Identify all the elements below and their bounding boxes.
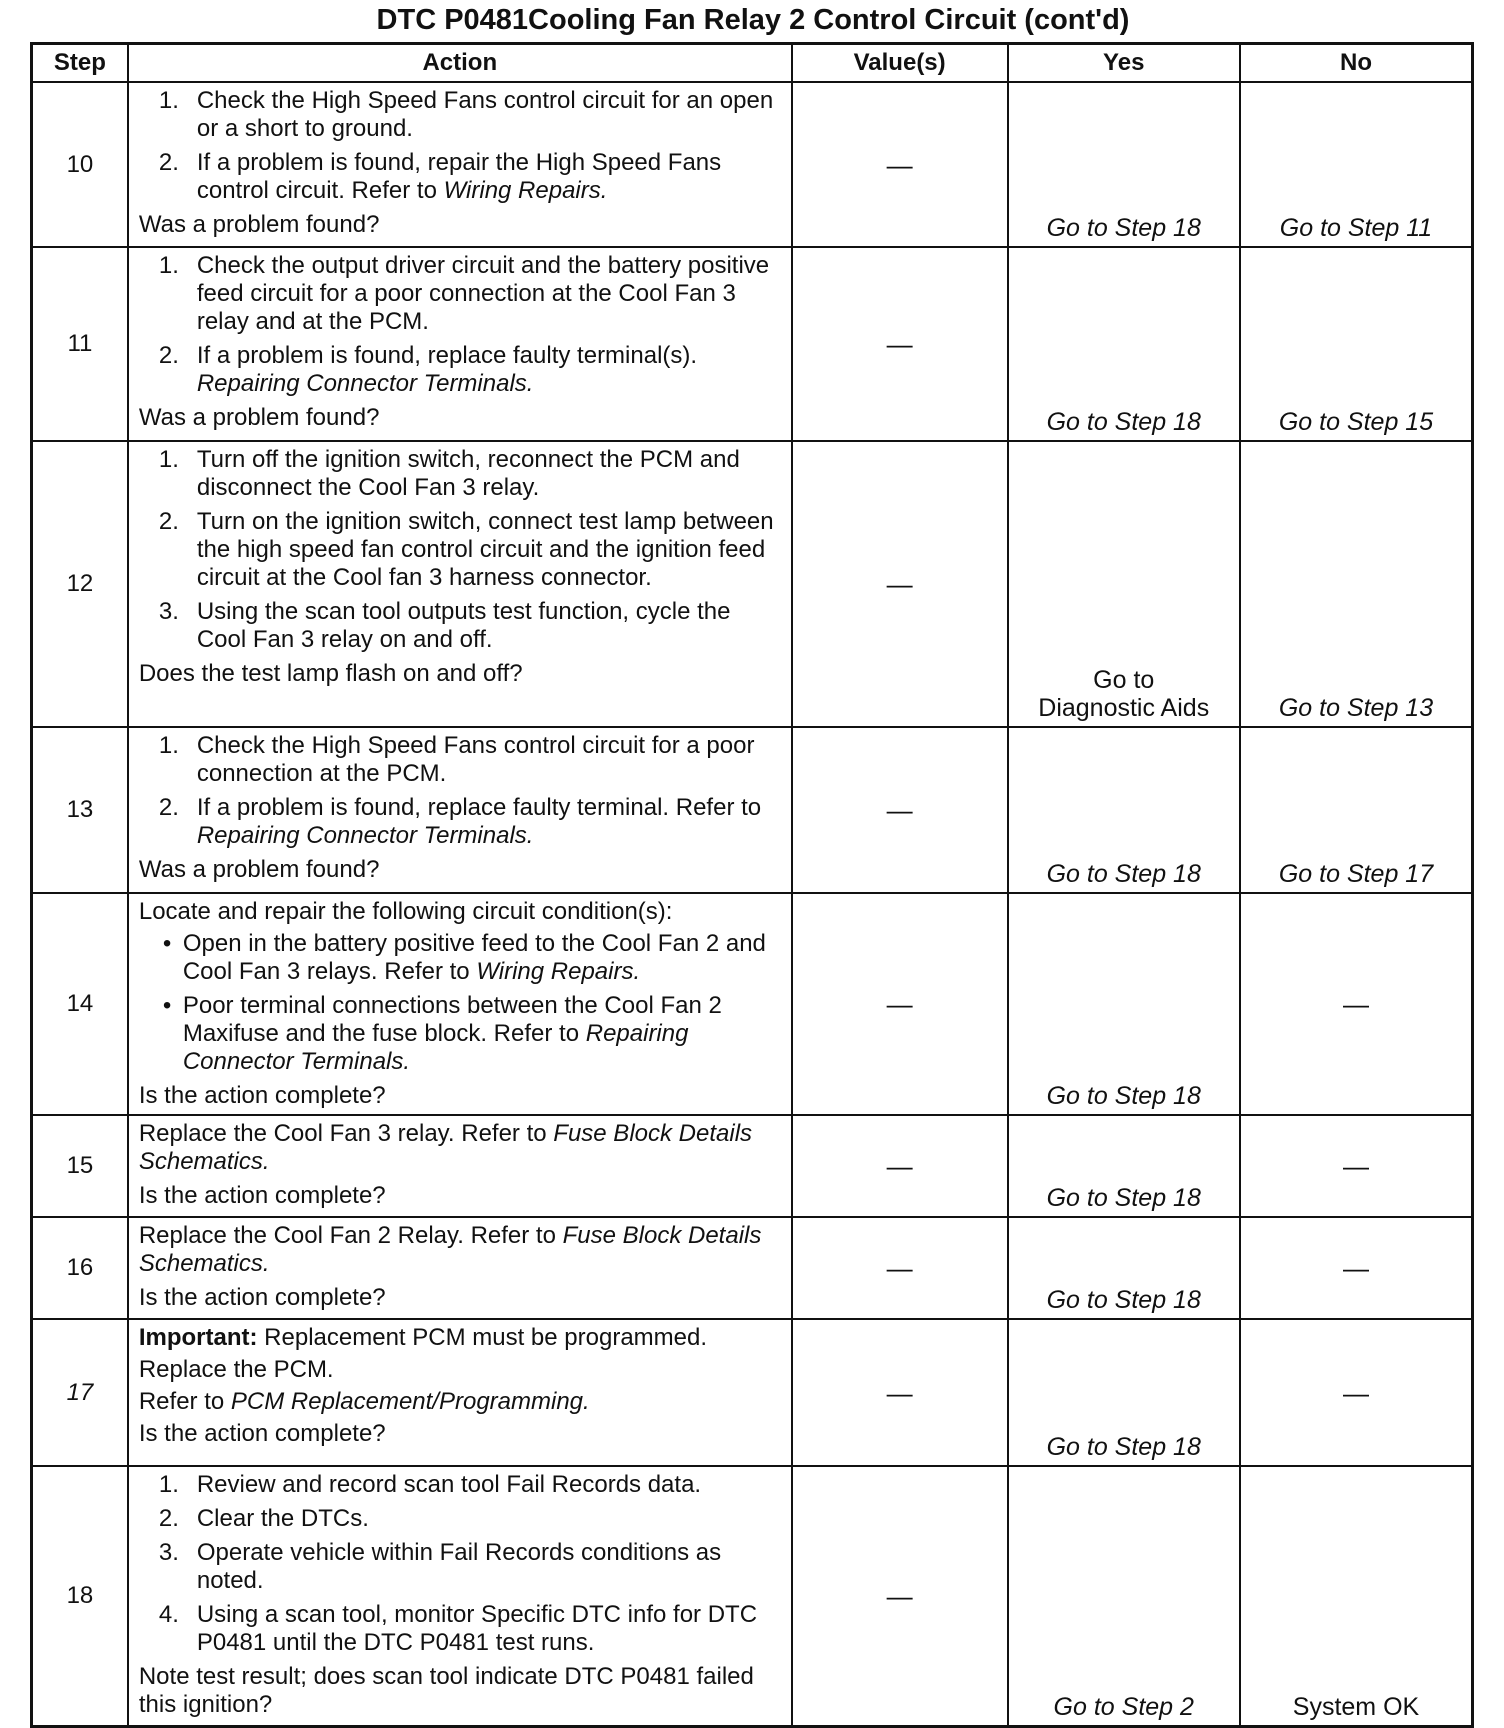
action-item: 3. Operate vehicle within Fail Records conditions as noted. [158,1539,722,1594]
no-cell: System OK [1240,1466,1473,1726]
table-row [32,82,1473,247]
step-number: 11 [32,247,128,441]
step-number: 15 [32,1115,128,1217]
header-values: Value(s) [792,44,1008,83]
action-cell [128,82,792,247]
value-cell: — [792,247,1008,441]
value-cell: — [792,893,1008,1115]
yes-cell: Go to Diagnostic Aids [1008,441,1240,727]
step-number: 18 [32,1466,128,1726]
step-number: 16 [32,1217,128,1319]
action-question: Was a problem found? [138,856,380,883]
step-number: 14 [32,893,128,1115]
no-cell: Go to Step 17 [1240,727,1473,893]
no-cell: Go to Step 11 [1240,82,1473,247]
step-number: 10 [32,82,128,247]
yes-cell: Go to Step 18 [1008,82,1240,247]
header-step: Step [32,44,128,83]
no-cell: — [1240,1115,1473,1217]
value-cell: — [792,1217,1008,1319]
yes-cell: Go to Step 18 [1008,727,1240,893]
no-cell: Go to Step 15 [1240,247,1473,441]
action-item: 2. If a problem is found, repair the High Speed Fans control circuit. Refer to Wiring Repairs. [158,149,722,204]
step-number: 12 [32,441,128,727]
table-row [32,727,1473,893]
table-row [32,893,1473,1115]
action-item: 4. Using a scan tool, monitor Specific DTC info for DTC P0481 until the DTC P0481 test runs. [158,1601,758,1656]
table-row [32,247,1473,441]
action-question: Was a problem found? [138,404,380,431]
table-row [32,441,1473,727]
action-item: 2. Clear the DTCs. [158,1505,369,1532]
action-question: Note test result; does scan tool indicate DTC P0481 failed this ignition? [138,1663,754,1718]
action-item: 2. Turn on the ignition switch, connect test lamp between the high speed fan control circuit and the ignition feed circuit at the Cool fan 3 harness connector. [158,508,774,591]
table-header-row [32,44,1473,83]
action-item: 1. Check the output driver circuit and the battery positive feed circuit for a poor connection at the Cool Fan 3 relay and at the PCM. [158,252,770,335]
value-cell: — [792,727,1008,893]
step-number: 17 [32,1319,128,1466]
yes-cell: Go to Step 2 [1008,1466,1240,1726]
yes-cell: Go to Step 18 [1008,247,1240,441]
action-cell [128,1319,792,1466]
action-question: Is the action complete? [138,1082,386,1109]
action-item: 3. Using the scan tool outputs test function, cycle the Cool Fan 3 relay on and off. [158,598,731,653]
yes-cell: Go to Step 18 [1008,1319,1240,1466]
important-note: Important: Replacement PCM must be programmed. [138,1324,708,1351]
action-question: Does the test lamp flash on and off? [138,660,523,687]
value-cell: — [792,441,1008,727]
action-question: Was a problem found? [138,211,380,238]
diagnostic-table [30,42,1474,1728]
action-cell [128,1217,792,1319]
no-cell: — [1240,1319,1473,1466]
action-cell [128,893,792,1115]
page-title: DTC P0481Cooling Fan Relay 2 Control Circuit (cont'd) [376,4,1130,36]
action-cell [128,1115,792,1217]
table-row [32,1319,1473,1466]
no-cell: — [1240,1217,1473,1319]
yes-cell: Go to Step 18 [1008,1115,1240,1217]
action-intro: Locate and repair the following circuit condition(s): [138,898,673,925]
header-no: No [1240,44,1473,83]
value-cell: — [792,1115,1008,1217]
table-row [32,1115,1473,1217]
table-row [32,1217,1473,1319]
action-question: Is the action complete? [138,1420,386,1447]
action-item: 1. Check the High Speed Fans control circuit for an open or a short to ground. [158,87,774,142]
action-question: Is the action complete? [138,1284,386,1311]
action-text: Refer to PCM Replacement/Programming. [138,1388,590,1415]
action-cell [128,441,792,727]
action-text: Replace the Cool Fan 2 Relay. Refer to Fuse Block Details Schematics. [138,1222,762,1277]
action-text: Replace the PCM. [138,1356,334,1383]
action-bullet: • Poor terminal connections between the Cool Fan 2 Maxifuse and the fuse block. Refer to Repairing Connector Terminals. [162,992,722,1075]
step-number: 13 [32,727,128,893]
yes-cell: Go to Step 18 [1008,1217,1240,1319]
no-cell: Go to Step 13 [1240,441,1473,727]
header-action: Action [128,44,792,83]
action-cell [128,1466,792,1726]
value-cell: — [792,1466,1008,1726]
action-text: Replace the Cool Fan 3 relay. Refer to Fuse Block Details Schematics. [138,1120,753,1175]
action-item: 1. Check the High Speed Fans control circuit for a poor connection at the PCM. [158,732,755,787]
action-bullet: • Open in the battery positive feed to the Cool Fan 2 and Cool Fan 3 relays. Refer to Wiring Repairs. [162,930,766,985]
action-question: Is the action complete? [138,1182,386,1209]
action-item: 2. If a problem is found, replace faulty terminal. Refer to Repairing Connector Terminals. [158,794,762,849]
action-item: 1. Turn off the ignition switch, reconnect the PCM and disconnect the Cool Fan 3 relay. [158,446,740,501]
value-cell: — [792,82,1008,247]
no-cell: — [1240,893,1473,1115]
action-cell [128,247,792,441]
table-row [32,1466,1473,1726]
action-cell [128,727,792,893]
header-yes: Yes [1008,44,1240,83]
action-item: 1. Review and record scan tool Fail Records data. [158,1471,702,1498]
value-cell: — [792,1319,1008,1466]
action-item: 2. If a problem is found, replace faulty terminal(s). Repairing Connector Terminals. [158,342,698,397]
yes-cell: Go to Step 18 [1008,893,1240,1115]
